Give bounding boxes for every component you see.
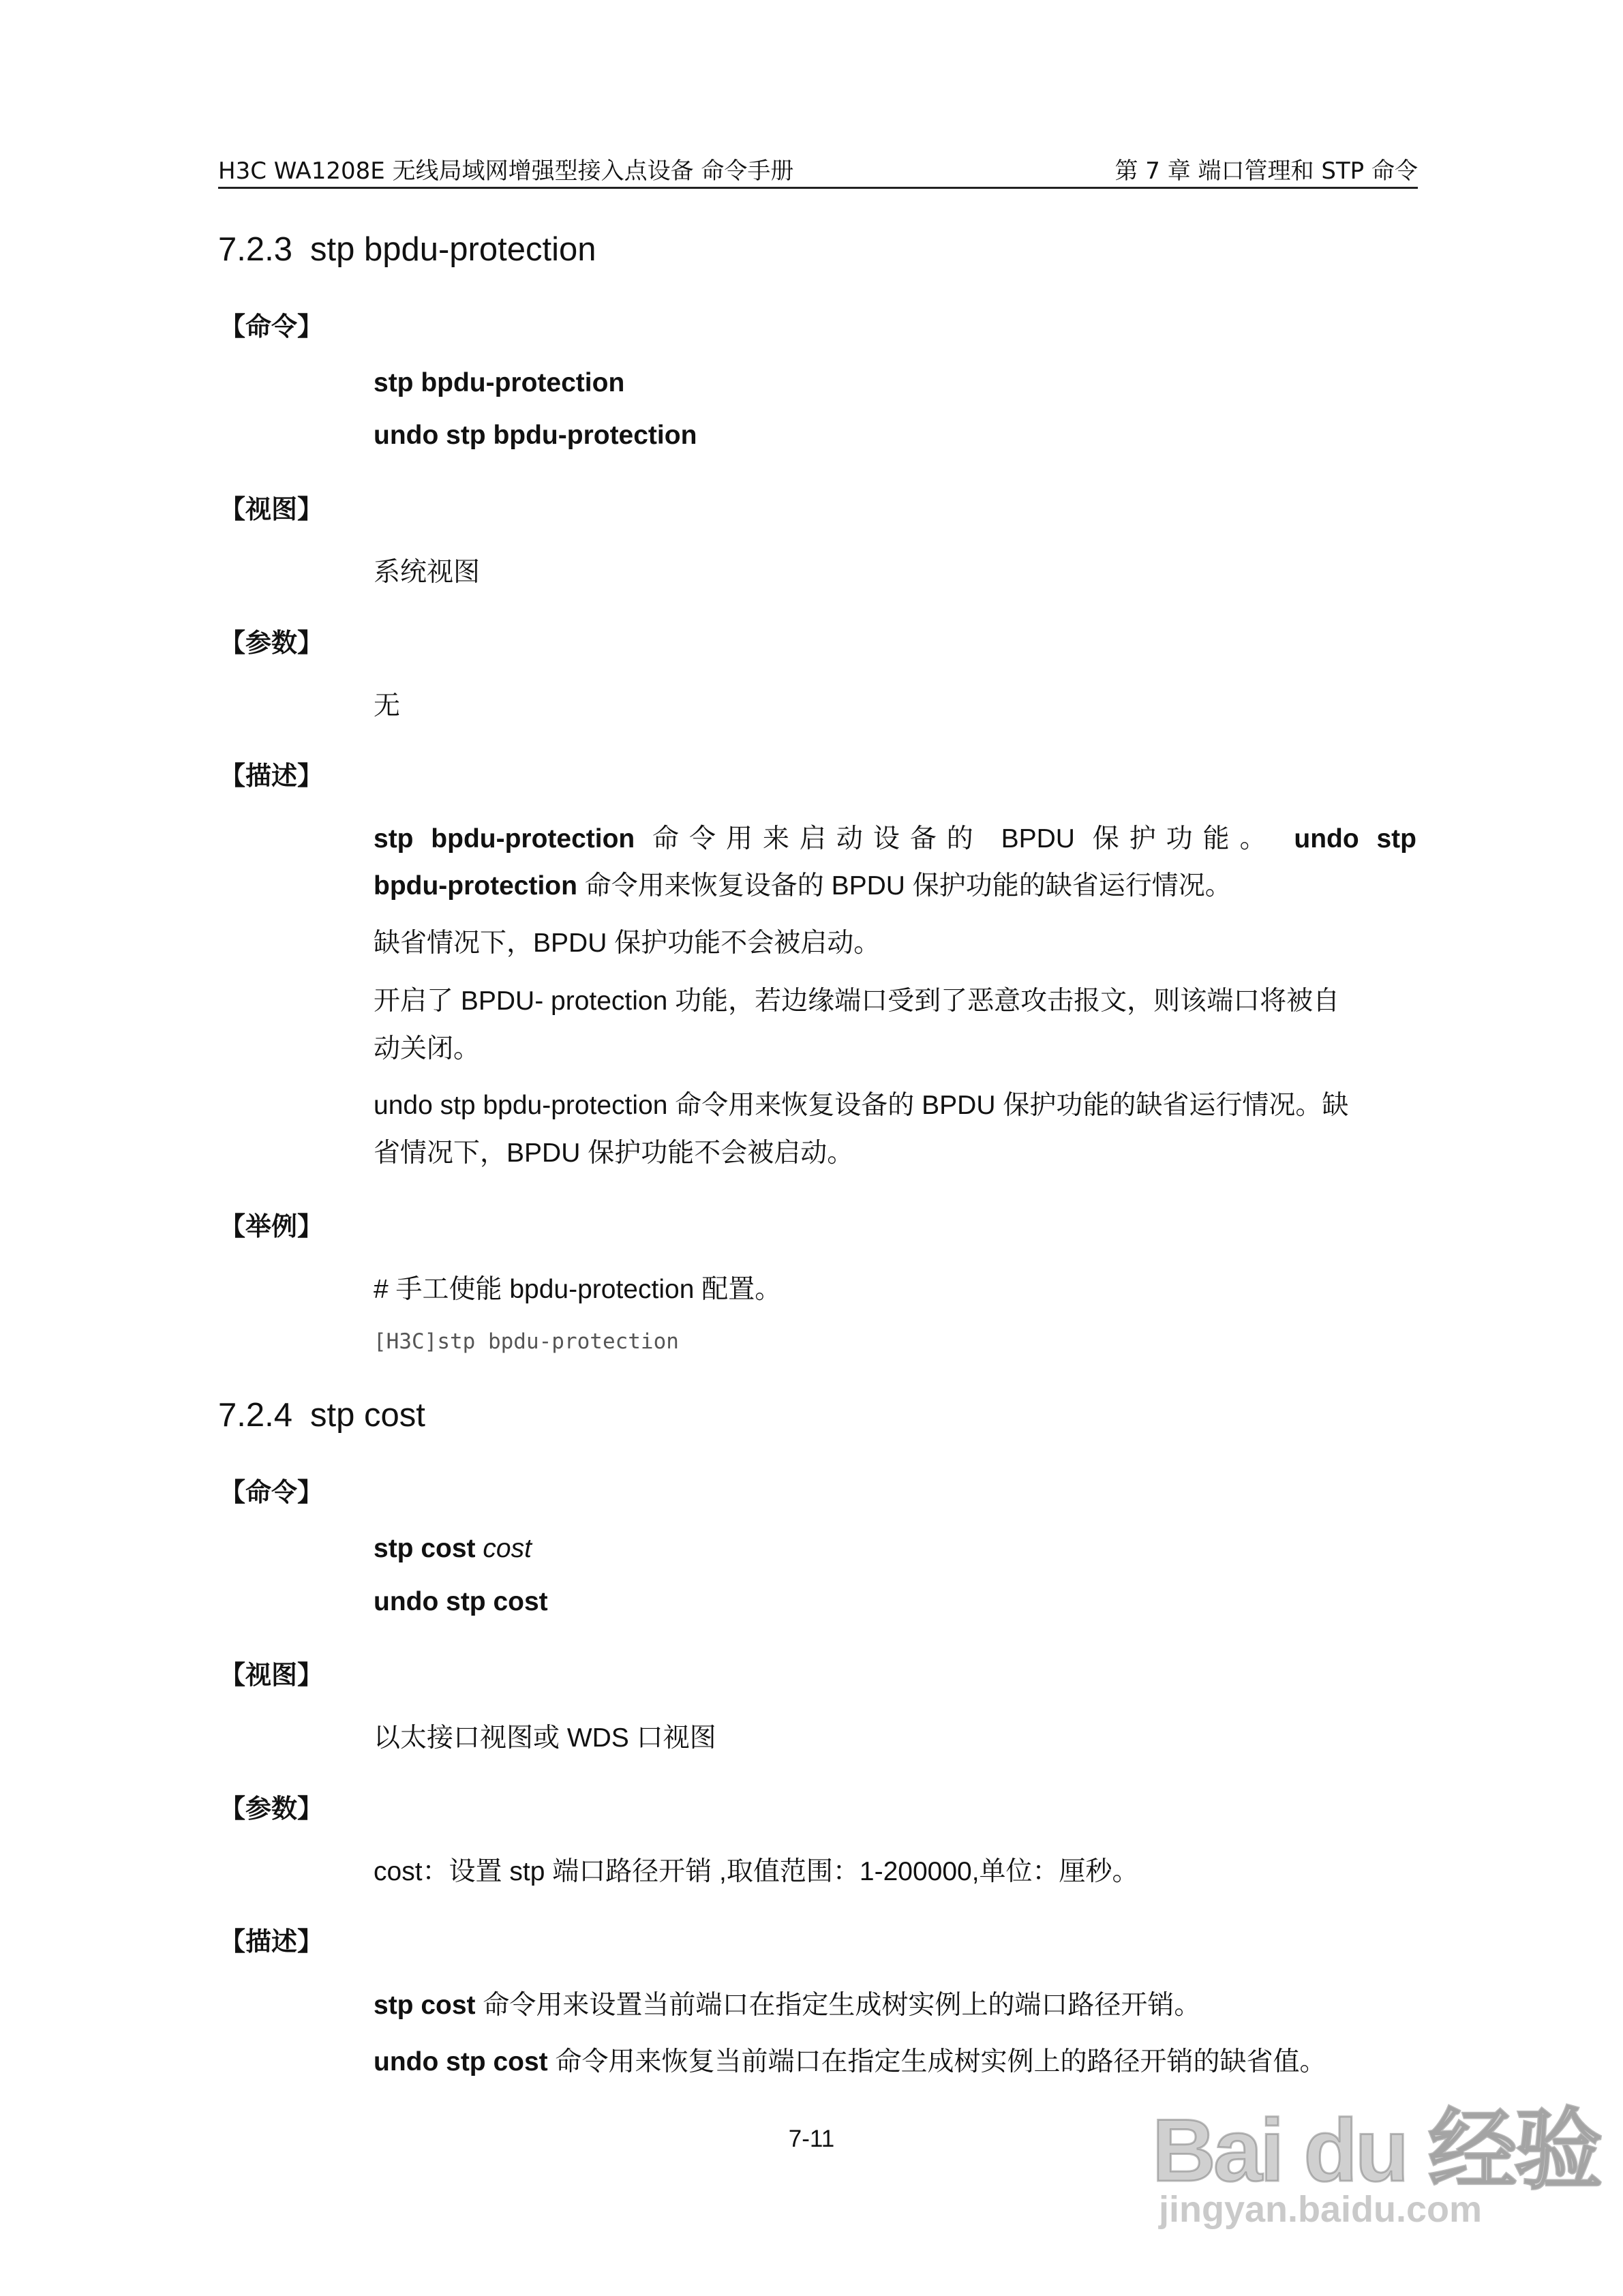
- label-command: 【命令】: [219, 1477, 324, 1507]
- example-code: [H3C]stp bpdu-protection: [374, 1329, 679, 1354]
- description-paragraph: undo stp bpdu-protection 命令用来恢复设备的 BPDU 保护功能的缺省运行情况。缺: [374, 1091, 1349, 1120]
- label-example: 【举例】: [219, 1211, 324, 1241]
- watermark-url: jingyan.baidu.com: [1159, 2189, 1483, 2230]
- description-line: [374, 864, 1232, 903]
- parameters-text: 无: [374, 691, 401, 721]
- description-text: 命令用来恢复设备的 BPDU 保护功能的缺省运行情况。: [577, 871, 1232, 901]
- command-syntax: [374, 1534, 532, 1564]
- description-command: stp bpdu-protection: [374, 824, 635, 854]
- view-text: 以太接口视图或 WDS 口视图: [374, 1723, 716, 1753]
- section-title: stp bpdu-protection: [309, 231, 596, 268]
- command-undo-syntax: undo stp cost: [374, 1587, 548, 1616]
- label-description: 【描述】: [219, 1927, 324, 1957]
- description-paragraph: 缺省情况下，BPDU 保护功能不会被启动。: [374, 928, 881, 958]
- section-number: 7.2.4: [218, 1397, 292, 1434]
- parameters-text: cost：设置 stp 端口路径开销 ,取值范围：1-200000,单位：厘秒。: [374, 1857, 1139, 1886]
- page-number: 7-11: [788, 2126, 835, 2152]
- label-view: 【视图】: [219, 494, 324, 524]
- page-header: [218, 155, 1418, 189]
- description-paragraph: 开启了 BPDU- protection 功能，若边缘端口受到了恶意攻击报文，则该端口将被自: [374, 986, 1340, 1016]
- label-view: 【视图】: [219, 1660, 324, 1690]
- description-text: 命令用来启动设备的 BPDU 保护功能。: [635, 824, 1277, 854]
- command-undo-syntax: undo stp bpdu-protection: [374, 421, 697, 450]
- section-number: 7.2.3: [218, 231, 292, 268]
- baidu-jingyan-watermark: [1152, 2079, 1601, 2270]
- section-title: stp cost: [309, 1397, 425, 1434]
- command-syntax: stp bpdu-protection: [374, 368, 625, 397]
- label-command: 【命令】: [219, 312, 324, 342]
- description-command: bpdu-protection: [374, 871, 577, 901]
- watermark-logo: Bai du 经验: [1152, 2100, 1601, 2200]
- description-line: [374, 1984, 1200, 2022]
- description-command: stp cost: [374, 1991, 476, 2020]
- header-manual-title: H3C WA1208E 无线局域网增强型接入点设备 命令手册: [218, 157, 794, 185]
- label-parameters: 【参数】: [219, 1794, 324, 1824]
- label-parameters: 【参数】: [219, 628, 324, 658]
- header-chapter-title: 第 7 章 端口管理和 STP 命令: [1114, 157, 1418, 185]
- description-line: [374, 2040, 1326, 2079]
- command-keyword: stp cost: [374, 1534, 476, 1563]
- description-paragraph: 动关闭。: [374, 1034, 481, 1063]
- description-command: undo stp cost: [374, 2047, 548, 2076]
- description-text: 命令用来设置当前端口在指定生成树实例上的端口路径开销。: [475, 1991, 1201, 2020]
- section-heading-7-2-3: [218, 230, 596, 269]
- command-argument: cost: [483, 1534, 532, 1563]
- description-line: [374, 817, 1416, 856]
- label-description: 【描述】: [219, 761, 324, 791]
- view-text: 系统视图: [374, 558, 481, 587]
- description-paragraph: 省情况下，BPDU 保护功能不会被启动。: [374, 1138, 854, 1168]
- description-command: undo stp: [1294, 824, 1416, 854]
- description-text: 命令用来恢复当前端口在指定生成树实例上的路径开销的缺省值。: [547, 2047, 1326, 2076]
- example-text: # 手工使能 bpdu-protection 配置。: [374, 1275, 782, 1304]
- section-heading-7-2-4: [218, 1396, 425, 1434]
